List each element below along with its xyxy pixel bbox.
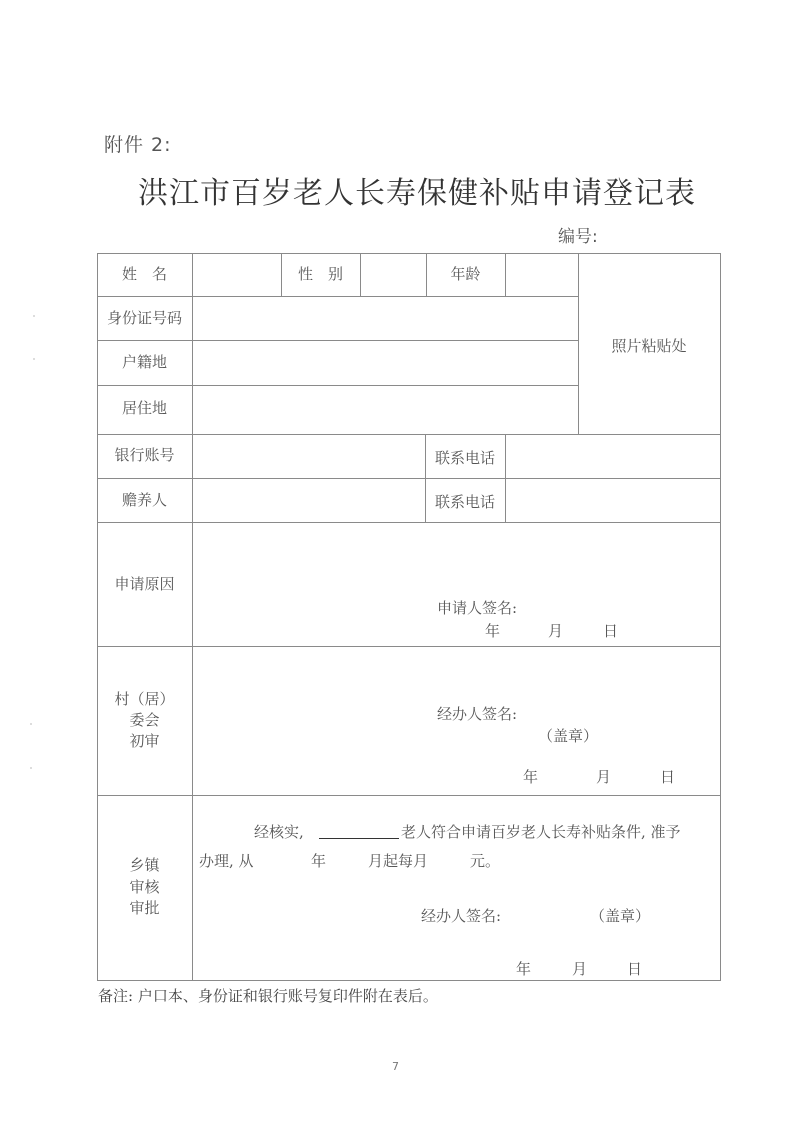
supporter-phone-label: 联系电话 [434, 493, 495, 511]
id-number-field[interactable] [194, 298, 577, 339]
id-number-label: 身份证号码 [106, 309, 182, 327]
applicant-signature-label: 申请人签名: [437, 599, 518, 617]
age-field[interactable] [507, 255, 577, 295]
reason-date-month: 月 [548, 622, 564, 640]
table-border-top [97, 253, 721, 254]
column-divider [360, 253, 361, 296]
row-divider [97, 385, 578, 386]
village-date-day: 日 [660, 768, 676, 786]
serial-number-label: 编号: [558, 227, 598, 247]
processing-text-prefix: 办理, 从 [199, 852, 254, 870]
household-field[interactable] [194, 342, 577, 384]
supporter-phone-field[interactable] [507, 480, 719, 521]
verification-text-prefix: 经核实, [254, 823, 304, 841]
row-divider [97, 296, 578, 297]
row-divider [97, 340, 578, 341]
table-border-right [720, 253, 721, 981]
village-seal-label: （盖章） [538, 727, 599, 745]
row-divider [97, 795, 721, 796]
name-label: 姓 名 [121, 265, 167, 283]
residence-field[interactable] [194, 387, 577, 433]
processing-text-month-monthly: 月起每月 [368, 852, 429, 870]
village-date-month: 月 [596, 768, 612, 786]
photo-placeholder-label: 照片粘贴处 [611, 337, 687, 355]
household-label: 户籍地 [121, 353, 167, 371]
bank-account-label: 银行账号 [114, 446, 175, 464]
annex-label: 附件 2: [104, 134, 172, 156]
row-divider [97, 522, 721, 523]
processing-text-year: 年 [311, 852, 327, 870]
label-column-divider [192, 253, 193, 981]
scan-speck [33, 315, 35, 317]
residence-label: 居住地 [121, 399, 167, 417]
supporter-field[interactable] [194, 480, 424, 521]
reason-date-year: 年 [485, 622, 501, 640]
page-number: 7 [392, 1060, 399, 1073]
scan-speck [30, 723, 32, 725]
town-date-month: 月 [572, 960, 588, 978]
supporter-label: 赡养人 [121, 491, 167, 509]
contact-phone-label: 联系电话 [434, 449, 495, 467]
gender-label: 性 别 [297, 265, 343, 283]
town-seal-label: （盖章） [590, 907, 651, 925]
reason-label: 申请原因 [114, 575, 175, 593]
reason-date-day: 日 [603, 622, 619, 640]
gender-field[interactable] [362, 255, 425, 295]
row-divider [97, 434, 721, 435]
scan-speck [33, 358, 35, 360]
row-divider [97, 478, 721, 479]
scan-speck [30, 767, 32, 769]
column-divider [505, 434, 506, 522]
processing-text-yuan: 元。 [470, 852, 501, 870]
town-approval-label-line2: 审核 [129, 878, 160, 896]
town-approval-label-line3: 审批 [129, 899, 160, 917]
row-divider [97, 646, 721, 647]
elder-name-blank[interactable] [319, 838, 399, 839]
town-approval-label-line1: 乡镇 [129, 856, 160, 874]
footnote: 备注: 户口本、身份证和银行账号复印件附在表后。 [98, 987, 438, 1005]
age-label: 年龄 [450, 265, 481, 283]
town-date-year: 年 [516, 960, 532, 978]
village-review-label-line2: 委会 [129, 711, 160, 729]
verification-text-main: 老人符合申请百岁老人长寿补贴条件, 准予 [401, 823, 681, 841]
town-date-day: 日 [627, 960, 643, 978]
column-divider [505, 253, 506, 296]
page-title: 洪江市百岁老人长寿保健补贴申请登记表 [138, 176, 696, 211]
town-handler-signature-label: 经办人签名: [421, 907, 502, 925]
village-handler-signature-label: 经办人签名: [437, 705, 518, 723]
table-border-bottom [97, 980, 721, 981]
bank-account-field[interactable] [194, 436, 424, 477]
village-review-label-line3: 初审 [129, 732, 160, 750]
contact-phone-field[interactable] [507, 436, 719, 477]
name-field[interactable] [194, 255, 280, 295]
village-review-label-line1: 村（居） [114, 690, 175, 708]
reason-field[interactable] [194, 524, 719, 594]
village-date-year: 年 [523, 768, 539, 786]
